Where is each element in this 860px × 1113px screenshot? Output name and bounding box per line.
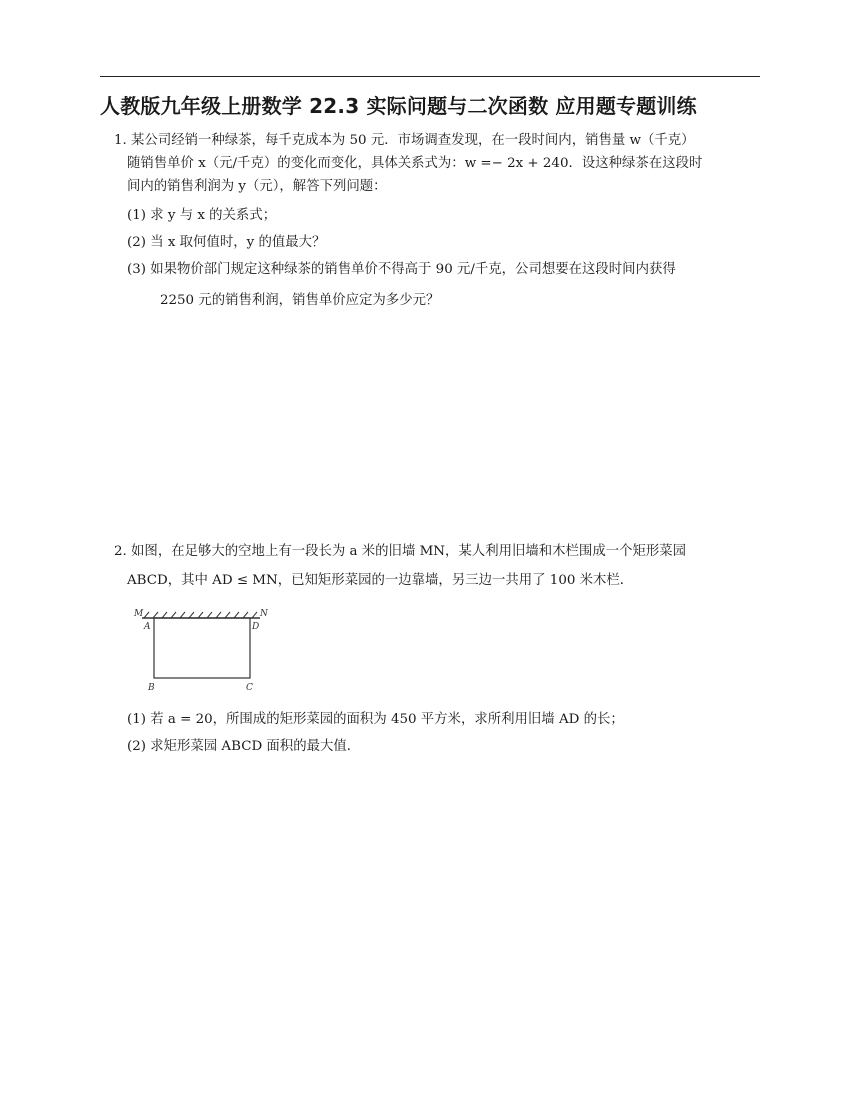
q1-line-2: 随销售单价 x（元/千克）的变化而变化，具体关系式为：w =− 2x + 240．设这种绿茶在这段时 <box>127 156 703 171</box>
rectangle-abcd <box>154 618 250 678</box>
page-title: 人教版九年级上册数学 22.3 实际问题与二次函数 应用题专题训练 <box>100 94 697 118</box>
q1-line-3: 间内的销售利润为 y（元），解答下列问题： <box>127 179 387 194</box>
q1-part-2: (2) 当 x 取何值时，y 的值最大？ <box>127 235 326 250</box>
q1-part-3: (3) 如果物价部门规定这种绿茶的销售单价不得高于 90 元/千克，公司想要在这段时间内获得 <box>127 262 676 277</box>
label-b: B <box>148 683 155 693</box>
q2-line-2: ABCD，其中 AD ≤ MN，已知矩形菜园的一边靠墙，另三边一共用了 100 米木栏． <box>127 573 634 588</box>
q2-part-2: (2) 求矩形菜园 ABCD 面积的最大值． <box>127 739 361 754</box>
label-d: D <box>252 622 260 632</box>
label-n: N <box>260 609 268 619</box>
q1-line-1: 1. 某公司经销一种绿茶，每千克成本为 50 元．市场调查发现，在一段时间内，销售量 w（千克） <box>114 133 695 148</box>
q2-part-1: (1) 若 a = 20，所围成的矩形菜园的面积为 450 平方米，求所利用旧墙 AD 的长； <box>127 712 624 727</box>
label-c: C <box>246 683 253 693</box>
rectangle-garden-figure <box>134 608 268 698</box>
wall-hatching <box>144 612 257 618</box>
q1-part-1: (1) 求 y 与 x 的关系式； <box>127 208 277 223</box>
q2-line-1: 2. 如图，在足够大的空地上有一段长为 a 米的旧墙 MN，某人利用旧墙和木栏围成一个矩形菜园 <box>114 544 687 559</box>
label-m: M <box>134 609 144 619</box>
label-a: A <box>144 622 151 632</box>
header-rule <box>100 76 760 77</box>
q1-part-3-cont: 2250 元的销售利润，销售单价应定为多少元？ <box>160 293 440 308</box>
